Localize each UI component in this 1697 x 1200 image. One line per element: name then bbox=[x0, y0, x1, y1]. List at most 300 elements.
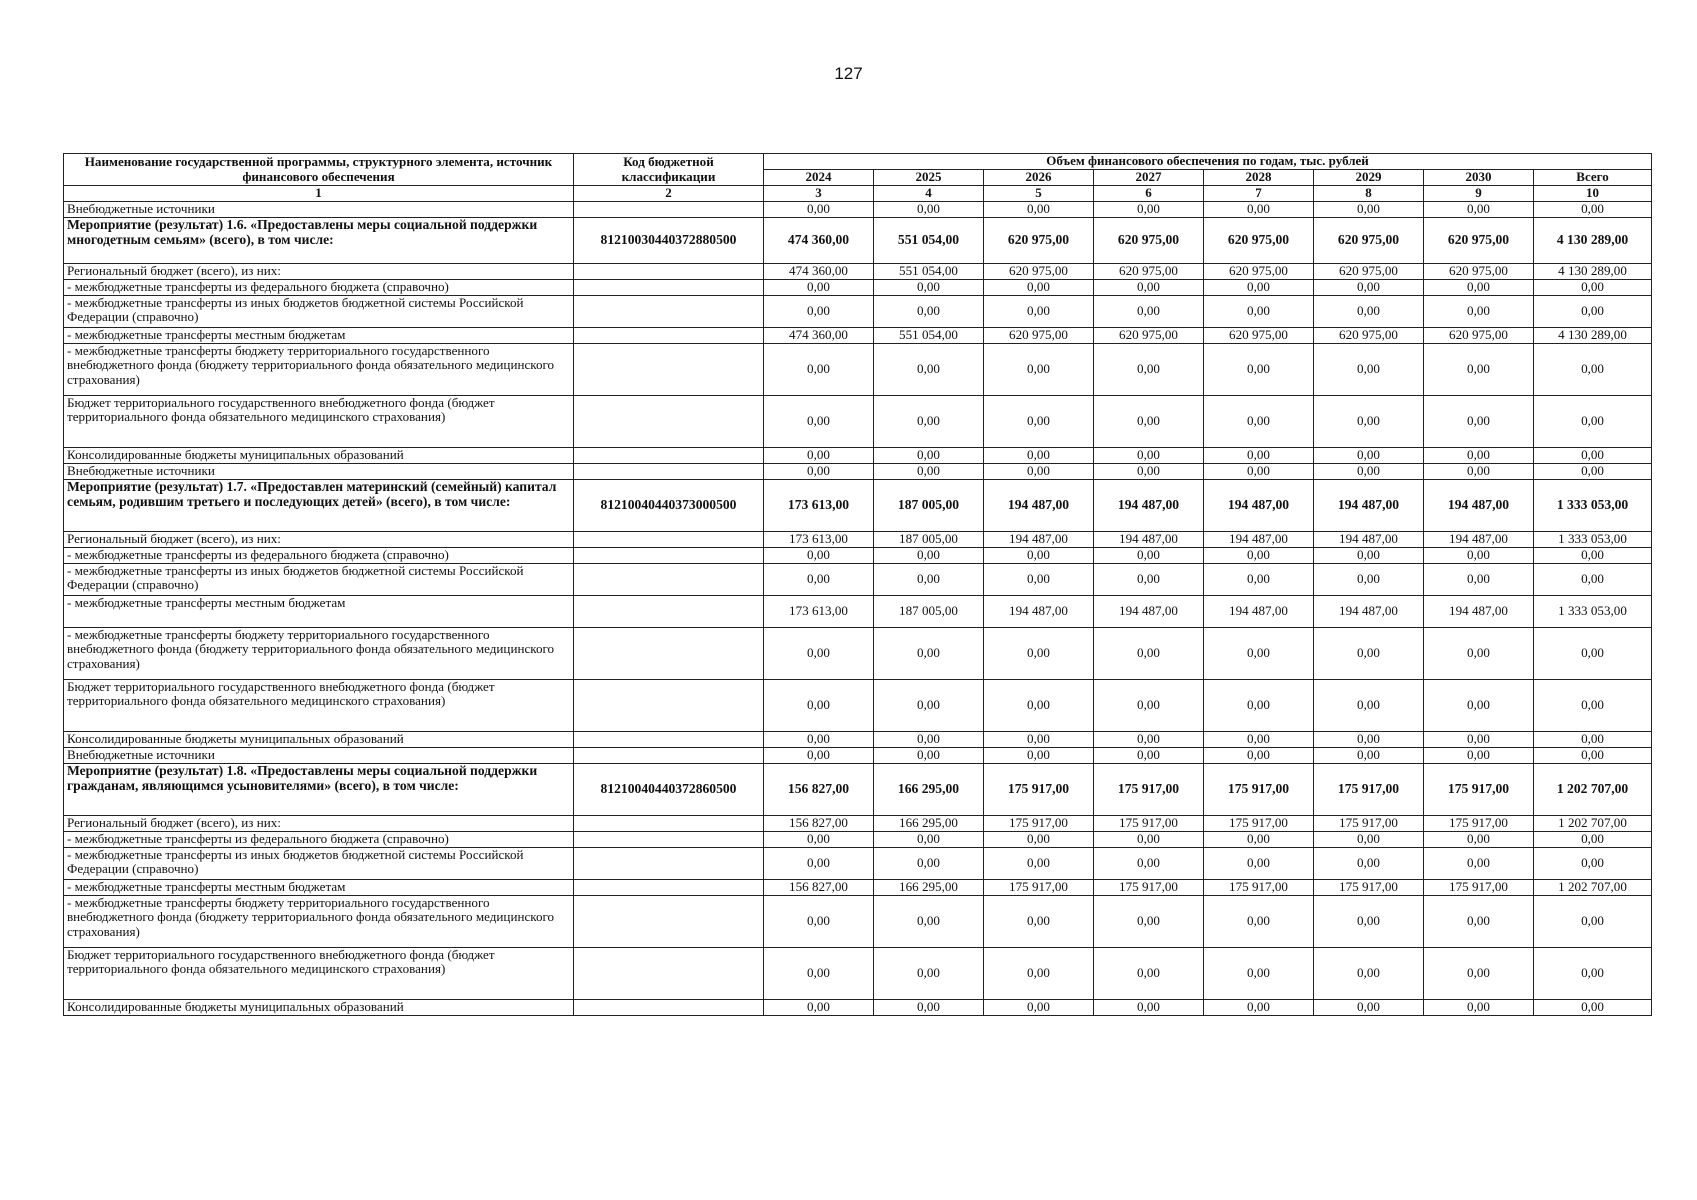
row-total-value: 4 130 289,00 bbox=[1534, 328, 1652, 344]
row-year-value: 0,00 bbox=[764, 948, 874, 1000]
row-year-value: 156 827,00 bbox=[764, 764, 874, 816]
row-year-value: 0,00 bbox=[874, 832, 984, 848]
row-year-value: 0,00 bbox=[1424, 732, 1534, 748]
row-year-value: 0,00 bbox=[984, 464, 1094, 480]
row-name: - межбюджетные трансферты бюджету территориального государственного внебюджетного фонда (бюджету территориального фонда обязательного медицинского страхования) bbox=[64, 628, 574, 680]
budget-code bbox=[574, 732, 764, 748]
row-year-value: 0,00 bbox=[1094, 732, 1204, 748]
column-number: 9 bbox=[1424, 186, 1534, 202]
row-year-value: 0,00 bbox=[764, 628, 874, 680]
row-year-value: 620 975,00 bbox=[1424, 328, 1534, 344]
row-total-value: 4 130 289,00 bbox=[1534, 264, 1652, 280]
row-total-value: 0,00 bbox=[1534, 948, 1652, 1000]
row-year-value: 0,00 bbox=[1094, 448, 1204, 464]
budget-code bbox=[574, 328, 764, 344]
row-year-value: 175 917,00 bbox=[1314, 880, 1424, 896]
table-row bbox=[64, 848, 1652, 880]
table-row bbox=[64, 832, 1652, 848]
row-name: - межбюджетные трансферты бюджету территориального государственного внебюджетного фонда (бюджету территориального фонда обязательного медицинского страхования) bbox=[64, 344, 574, 396]
row-year-value: 0,00 bbox=[874, 848, 984, 880]
column-number: 3 bbox=[764, 186, 874, 202]
budget-code bbox=[574, 848, 764, 880]
row-year-value: 0,00 bbox=[1204, 848, 1314, 880]
row-total-value: 1 202 707,00 bbox=[1534, 764, 1652, 816]
row-year-value: 0,00 bbox=[1204, 896, 1314, 948]
row-year-value: 175 917,00 bbox=[1204, 764, 1314, 816]
row-year-value: 0,00 bbox=[984, 896, 1094, 948]
row-year-value: 0,00 bbox=[1204, 464, 1314, 480]
table-row bbox=[64, 344, 1652, 396]
header-year: 2030 bbox=[1424, 170, 1534, 186]
row-year-value: 0,00 bbox=[1424, 748, 1534, 764]
row-year-value: 620 975,00 bbox=[984, 328, 1094, 344]
budget-code bbox=[574, 396, 764, 448]
row-year-value: 194 487,00 bbox=[1204, 480, 1314, 532]
row-year-value: 175 917,00 bbox=[1094, 816, 1204, 832]
table-row bbox=[64, 480, 1652, 532]
row-year-value: 194 487,00 bbox=[1314, 532, 1424, 548]
row-name: - межбюджетные трансферты местным бюджетам bbox=[64, 596, 574, 628]
row-name: - межбюджетные трансферты из иных бюджетов бюджетной системы Российской Федерации (справочно) bbox=[64, 564, 574, 596]
row-year-value: 0,00 bbox=[984, 1000, 1094, 1016]
row-year-value: 0,00 bbox=[1204, 732, 1314, 748]
row-year-value: 166 295,00 bbox=[874, 880, 984, 896]
row-year-value: 0,00 bbox=[874, 564, 984, 596]
row-year-value: 175 917,00 bbox=[1204, 880, 1314, 896]
row-year-value: 0,00 bbox=[874, 548, 984, 564]
row-year-value: 175 917,00 bbox=[984, 880, 1094, 896]
budget-code bbox=[574, 564, 764, 596]
row-name: Региональный бюджет (всего), из них: bbox=[64, 816, 574, 832]
budget-code bbox=[574, 548, 764, 564]
row-year-value: 0,00 bbox=[764, 748, 874, 764]
row-total-value: 4 130 289,00 bbox=[1534, 218, 1652, 264]
row-year-value: 0,00 bbox=[1424, 202, 1534, 218]
row-total-value: 0,00 bbox=[1534, 280, 1652, 296]
row-year-value: 194 487,00 bbox=[984, 596, 1094, 628]
budget-code bbox=[574, 832, 764, 848]
row-total-value: 0,00 bbox=[1534, 1000, 1652, 1016]
budget-code: 81210030440372880500 bbox=[574, 218, 764, 264]
row-year-value: 194 487,00 bbox=[1204, 532, 1314, 548]
table-row bbox=[64, 896, 1652, 948]
budget-code bbox=[574, 532, 764, 548]
row-year-value: 0,00 bbox=[1094, 832, 1204, 848]
row-year-value: 474 360,00 bbox=[764, 328, 874, 344]
row-year-value: 0,00 bbox=[984, 680, 1094, 732]
row-year-value: 175 917,00 bbox=[1094, 880, 1204, 896]
row-year-value: 620 975,00 bbox=[1424, 218, 1534, 264]
column-number: 6 bbox=[1094, 186, 1204, 202]
budget-code bbox=[574, 296, 764, 328]
table-row bbox=[64, 596, 1652, 628]
row-year-value: 0,00 bbox=[764, 848, 874, 880]
row-year-value: 551 054,00 bbox=[874, 218, 984, 264]
row-year-value: 0,00 bbox=[1424, 448, 1534, 464]
row-year-value: 620 975,00 bbox=[984, 264, 1094, 280]
header-year: 2024 bbox=[764, 170, 874, 186]
row-year-value: 0,00 bbox=[764, 344, 874, 396]
row-year-value: 0,00 bbox=[1314, 344, 1424, 396]
table-row bbox=[64, 218, 1652, 264]
header-year: 2026 bbox=[984, 170, 1094, 186]
row-year-value: 0,00 bbox=[1094, 548, 1204, 564]
row-year-value: 0,00 bbox=[764, 680, 874, 732]
row-year-value: 0,00 bbox=[764, 202, 874, 218]
row-year-value: 0,00 bbox=[1424, 548, 1534, 564]
row-total-value: 0,00 bbox=[1534, 296, 1652, 328]
table-row bbox=[64, 280, 1652, 296]
row-year-value: 194 487,00 bbox=[1094, 532, 1204, 548]
row-year-value: 0,00 bbox=[1204, 548, 1314, 564]
row-total-value: 0,00 bbox=[1534, 564, 1652, 596]
column-number: 5 bbox=[984, 186, 1094, 202]
budget-code bbox=[574, 748, 764, 764]
row-year-value: 0,00 bbox=[874, 448, 984, 464]
row-year-value: 0,00 bbox=[764, 548, 874, 564]
row-year-value: 620 975,00 bbox=[1314, 218, 1424, 264]
table-row bbox=[64, 816, 1652, 832]
row-year-value: 620 975,00 bbox=[1204, 328, 1314, 344]
table-body bbox=[64, 202, 1652, 1016]
budget-code bbox=[574, 880, 764, 896]
row-year-value: 474 360,00 bbox=[764, 264, 874, 280]
row-year-value: 0,00 bbox=[1094, 848, 1204, 880]
table-row bbox=[64, 396, 1652, 448]
row-name: - межбюджетные трансферты местным бюджетам bbox=[64, 880, 574, 896]
budget-code bbox=[574, 280, 764, 296]
row-name: Внебюджетные источники bbox=[64, 202, 574, 218]
budget-code bbox=[574, 628, 764, 680]
budget-code: 81210040440373000500 bbox=[574, 480, 764, 532]
row-year-value: 0,00 bbox=[1094, 296, 1204, 328]
row-name: - межбюджетные трансферты из федерального бюджета (справочно) bbox=[64, 548, 574, 564]
row-year-value: 0,00 bbox=[984, 948, 1094, 1000]
row-year-value: 194 487,00 bbox=[1094, 480, 1204, 532]
budget-code bbox=[574, 264, 764, 280]
row-year-value: 0,00 bbox=[1204, 280, 1314, 296]
row-year-value: 0,00 bbox=[1094, 396, 1204, 448]
row-year-value: 194 487,00 bbox=[1424, 596, 1534, 628]
table-row bbox=[64, 548, 1652, 564]
row-year-value: 0,00 bbox=[1424, 848, 1534, 880]
header-code: Код бюджетной классификации bbox=[574, 154, 764, 186]
row-total-value: 1 202 707,00 bbox=[1534, 880, 1652, 896]
budget-code bbox=[574, 948, 764, 1000]
row-year-value: 0,00 bbox=[1204, 832, 1314, 848]
row-total-value: 0,00 bbox=[1534, 202, 1652, 218]
row-total-value: 0,00 bbox=[1534, 464, 1652, 480]
row-year-value: 620 975,00 bbox=[1314, 264, 1424, 280]
row-year-value: 0,00 bbox=[874, 748, 984, 764]
table-row bbox=[64, 448, 1652, 464]
row-year-value: 474 360,00 bbox=[764, 218, 874, 264]
row-year-value: 0,00 bbox=[764, 396, 874, 448]
row-year-value: 0,00 bbox=[874, 628, 984, 680]
row-year-value: 0,00 bbox=[874, 280, 984, 296]
row-year-value: 0,00 bbox=[984, 448, 1094, 464]
column-number: 8 bbox=[1314, 186, 1424, 202]
row-total-value: 0,00 bbox=[1534, 832, 1652, 848]
row-year-value: 0,00 bbox=[1204, 448, 1314, 464]
table-row bbox=[64, 328, 1652, 344]
row-year-value: 0,00 bbox=[764, 732, 874, 748]
row-year-value: 0,00 bbox=[1204, 344, 1314, 396]
budget-code bbox=[574, 816, 764, 832]
column-number: 10 bbox=[1534, 186, 1652, 202]
row-year-value: 0,00 bbox=[874, 464, 984, 480]
budget-code bbox=[574, 1000, 764, 1016]
row-year-value: 0,00 bbox=[984, 396, 1094, 448]
header-year: 2027 bbox=[1094, 170, 1204, 186]
budget-code bbox=[574, 596, 764, 628]
table-row bbox=[64, 880, 1652, 896]
row-year-value: 194 487,00 bbox=[984, 480, 1094, 532]
row-name: Бюджет территориального государственного внебюджетного фонда (бюджет территориального фонда обязательного медицинского страхования) bbox=[64, 680, 574, 732]
row-total-value: 1 333 053,00 bbox=[1534, 480, 1652, 532]
row-year-value: 0,00 bbox=[1424, 628, 1534, 680]
row-name: Мероприятие (результат) 1.7. «Предоставлен материнский (семейный) капитал семьям, родившим третьего и последующих детей» (всего), в том числе: bbox=[64, 480, 574, 532]
row-year-value: 0,00 bbox=[1094, 202, 1204, 218]
row-year-value: 0,00 bbox=[1314, 732, 1424, 748]
row-year-value: 194 487,00 bbox=[1314, 480, 1424, 532]
row-name: - межбюджетные трансферты из федерального бюджета (справочно) bbox=[64, 280, 574, 296]
row-year-value: 175 917,00 bbox=[984, 816, 1094, 832]
row-year-value: 0,00 bbox=[1204, 748, 1314, 764]
table-row bbox=[64, 628, 1652, 680]
row-year-value: 0,00 bbox=[1204, 680, 1314, 732]
row-year-value: 0,00 bbox=[984, 748, 1094, 764]
row-year-value: 0,00 bbox=[1424, 1000, 1534, 1016]
budget-code: 81210040440372860500 bbox=[574, 764, 764, 816]
row-name: - межбюджетные трансферты местным бюджетам bbox=[64, 328, 574, 344]
row-year-value: 0,00 bbox=[764, 564, 874, 596]
table-row bbox=[64, 732, 1652, 748]
row-year-value: 0,00 bbox=[1314, 848, 1424, 880]
row-name: Консолидированные бюджеты муниципальных образований bbox=[64, 732, 574, 748]
row-total-value: 0,00 bbox=[1534, 396, 1652, 448]
row-name: Региональный бюджет (всего), из них: bbox=[64, 264, 574, 280]
budget-code bbox=[574, 202, 764, 218]
row-year-value: 551 054,00 bbox=[874, 264, 984, 280]
row-year-value: 0,00 bbox=[874, 1000, 984, 1016]
row-year-value: 0,00 bbox=[1094, 748, 1204, 764]
row-year-value: 620 975,00 bbox=[984, 218, 1094, 264]
row-year-value: 620 975,00 bbox=[1094, 218, 1204, 264]
row-year-value: 175 917,00 bbox=[1314, 816, 1424, 832]
table-row bbox=[64, 464, 1652, 480]
row-year-value: 0,00 bbox=[874, 948, 984, 1000]
table-row bbox=[64, 680, 1652, 732]
row-year-value: 175 917,00 bbox=[1424, 880, 1534, 896]
table-row bbox=[64, 1000, 1652, 1016]
row-year-value: 0,00 bbox=[1204, 564, 1314, 596]
budget-code bbox=[574, 448, 764, 464]
row-year-value: 0,00 bbox=[874, 896, 984, 948]
column-number: 2 bbox=[574, 186, 764, 202]
row-year-value: 0,00 bbox=[764, 832, 874, 848]
row-year-value: 0,00 bbox=[984, 548, 1094, 564]
row-year-value: 551 054,00 bbox=[874, 328, 984, 344]
row-year-value: 620 975,00 bbox=[1094, 328, 1204, 344]
row-name: - межбюджетные трансферты бюджету территориального государственного внебюджетного фонда (бюджету территориального фонда обязательного медицинского страхования) bbox=[64, 896, 574, 948]
row-year-value: 0,00 bbox=[874, 680, 984, 732]
row-year-value: 0,00 bbox=[1424, 296, 1534, 328]
row-year-value: 194 487,00 bbox=[984, 532, 1094, 548]
row-year-value: 0,00 bbox=[1314, 448, 1424, 464]
row-year-value: 0,00 bbox=[1204, 296, 1314, 328]
row-year-value: 0,00 bbox=[1424, 564, 1534, 596]
row-year-value: 0,00 bbox=[1314, 280, 1424, 296]
row-year-value: 0,00 bbox=[874, 396, 984, 448]
row-year-value: 620 975,00 bbox=[1204, 264, 1314, 280]
row-year-value: 0,00 bbox=[984, 202, 1094, 218]
table-row bbox=[64, 264, 1652, 280]
row-year-value: 0,00 bbox=[1314, 564, 1424, 596]
row-year-value: 0,00 bbox=[764, 896, 874, 948]
row-total-value: 1 333 053,00 bbox=[1534, 596, 1652, 628]
row-year-value: 194 487,00 bbox=[1424, 532, 1534, 548]
header-year: 2029 bbox=[1314, 170, 1424, 186]
header-year: 2025 bbox=[874, 170, 984, 186]
row-year-value: 0,00 bbox=[1314, 748, 1424, 764]
row-year-value: 194 487,00 bbox=[1424, 480, 1534, 532]
row-year-value: 194 487,00 bbox=[1314, 596, 1424, 628]
row-year-value: 0,00 bbox=[1424, 280, 1534, 296]
row-year-value: 0,00 bbox=[1314, 628, 1424, 680]
row-year-value: 620 975,00 bbox=[1314, 328, 1424, 344]
row-year-value: 0,00 bbox=[874, 344, 984, 396]
table-row bbox=[64, 532, 1652, 548]
row-name: - межбюджетные трансферты из иных бюджетов бюджетной системы Российской Федерации (справочно) bbox=[64, 296, 574, 328]
row-name: - межбюджетные трансферты из иных бюджетов бюджетной системы Российской Федерации (справочно) bbox=[64, 848, 574, 880]
row-year-value: 0,00 bbox=[1204, 396, 1314, 448]
row-year-value: 0,00 bbox=[984, 564, 1094, 596]
row-year-value: 0,00 bbox=[984, 280, 1094, 296]
row-year-value: 620 975,00 bbox=[1094, 264, 1204, 280]
row-year-value: 194 487,00 bbox=[1094, 596, 1204, 628]
row-total-value: 1 202 707,00 bbox=[1534, 816, 1652, 832]
column-number: 7 bbox=[1204, 186, 1314, 202]
row-year-value: 0,00 bbox=[1314, 680, 1424, 732]
row-name: Бюджет территориального государственного внебюджетного фонда (бюджет территориального фонда обязательного медицинского страхования) bbox=[64, 396, 574, 448]
header-year: 2028 bbox=[1204, 170, 1314, 186]
row-year-value: 173 613,00 bbox=[764, 596, 874, 628]
row-year-value: 0,00 bbox=[984, 732, 1094, 748]
budget-code bbox=[574, 464, 764, 480]
row-total-value: 0,00 bbox=[1534, 448, 1652, 464]
row-year-value: 0,00 bbox=[874, 202, 984, 218]
row-year-value: 0,00 bbox=[984, 344, 1094, 396]
row-year-value: 156 827,00 bbox=[764, 816, 874, 832]
row-name: Мероприятие (результат) 1.6. «Предоставлены меры социальной поддержки многодетным семьям» (всего), в том числе: bbox=[64, 218, 574, 264]
row-year-value: 0,00 bbox=[1424, 948, 1534, 1000]
row-year-value: 0,00 bbox=[1094, 344, 1204, 396]
header-total: Всего bbox=[1534, 170, 1652, 186]
row-year-value: 0,00 bbox=[1204, 202, 1314, 218]
row-year-value: 0,00 bbox=[764, 296, 874, 328]
row-year-value: 0,00 bbox=[1094, 680, 1204, 732]
row-name: Бюджет территориального государственного внебюджетного фонда (бюджет территориального фонда обязательного медицинского страхования) bbox=[64, 948, 574, 1000]
row-year-value: 0,00 bbox=[1314, 896, 1424, 948]
row-year-value: 0,00 bbox=[1424, 832, 1534, 848]
row-name: Внебюджетные источники bbox=[64, 748, 574, 764]
row-year-value: 194 487,00 bbox=[1204, 596, 1314, 628]
budget-code bbox=[574, 680, 764, 732]
row-name: Мероприятие (результат) 1.8. «Предоставлены меры социальной поддержки гражданам, являющимся усыновителями» (всего), в том числе: bbox=[64, 764, 574, 816]
row-total-value: 0,00 bbox=[1534, 732, 1652, 748]
row-year-value: 0,00 bbox=[1314, 296, 1424, 328]
row-year-value: 173 613,00 bbox=[764, 532, 874, 548]
table-row bbox=[64, 296, 1652, 328]
financing-table bbox=[63, 153, 1652, 1016]
row-total-value: 0,00 bbox=[1534, 680, 1652, 732]
row-year-value: 0,00 bbox=[1094, 896, 1204, 948]
row-total-value: 0,00 bbox=[1534, 748, 1652, 764]
row-year-value: 166 295,00 bbox=[874, 764, 984, 816]
row-name: Региональный бюджет (всего), из них: bbox=[64, 532, 574, 548]
row-year-value: 0,00 bbox=[1094, 464, 1204, 480]
row-year-value: 0,00 bbox=[1094, 948, 1204, 1000]
row-total-value: 0,00 bbox=[1534, 628, 1652, 680]
table-row bbox=[64, 564, 1652, 596]
row-year-value: 0,00 bbox=[1314, 396, 1424, 448]
row-year-value: 0,00 bbox=[984, 296, 1094, 328]
row-year-value: 0,00 bbox=[1314, 548, 1424, 564]
row-year-value: 173 613,00 bbox=[764, 480, 874, 532]
row-year-value: 187 005,00 bbox=[874, 480, 984, 532]
row-year-value: 0,00 bbox=[1094, 564, 1204, 596]
row-year-value: 0,00 bbox=[1094, 280, 1204, 296]
row-year-value: 166 295,00 bbox=[874, 816, 984, 832]
row-year-value: 0,00 bbox=[1314, 948, 1424, 1000]
row-total-value: 0,00 bbox=[1534, 344, 1652, 396]
row-year-value: 0,00 bbox=[1204, 948, 1314, 1000]
budget-code bbox=[574, 344, 764, 396]
row-year-value: 0,00 bbox=[1314, 832, 1424, 848]
page-number: 127 bbox=[834, 64, 863, 83]
budget-code bbox=[574, 896, 764, 948]
row-name: Внебюджетные источники bbox=[64, 464, 574, 480]
row-year-value: 0,00 bbox=[874, 732, 984, 748]
row-year-value: 175 917,00 bbox=[1424, 764, 1534, 816]
row-year-value: 0,00 bbox=[1204, 628, 1314, 680]
row-year-value: 0,00 bbox=[1424, 396, 1534, 448]
row-name: - межбюджетные трансферты из федерального бюджета (справочно) bbox=[64, 832, 574, 848]
table-row bbox=[64, 948, 1652, 1000]
row-year-value: 175 917,00 bbox=[1094, 764, 1204, 816]
header-volume: Объем финансового обеспечения по годам, тыс. рублей bbox=[764, 154, 1652, 170]
row-year-value: 0,00 bbox=[1314, 1000, 1424, 1016]
row-year-value: 0,00 bbox=[1424, 464, 1534, 480]
row-year-value: 0,00 bbox=[764, 448, 874, 464]
row-year-value: 0,00 bbox=[764, 464, 874, 480]
row-total-value: 1 333 053,00 bbox=[1534, 532, 1652, 548]
row-year-value: 175 917,00 bbox=[1314, 764, 1424, 816]
header-name: Наименование государственной программы, структурного элемента, источник финансового обеспечения bbox=[64, 154, 574, 186]
row-total-value: 0,00 bbox=[1534, 548, 1652, 564]
row-year-value: 0,00 bbox=[764, 280, 874, 296]
row-year-value: 0,00 bbox=[764, 1000, 874, 1016]
row-name: Консолидированные бюджеты муниципальных образований bbox=[64, 448, 574, 464]
row-year-value: 0,00 bbox=[1314, 202, 1424, 218]
row-year-value: 0,00 bbox=[1424, 896, 1534, 948]
row-total-value: 0,00 bbox=[1534, 896, 1652, 948]
table-row bbox=[64, 202, 1652, 218]
row-year-value: 0,00 bbox=[1094, 1000, 1204, 1016]
row-year-value: 175 917,00 bbox=[1204, 816, 1314, 832]
column-number: 4 bbox=[874, 186, 984, 202]
